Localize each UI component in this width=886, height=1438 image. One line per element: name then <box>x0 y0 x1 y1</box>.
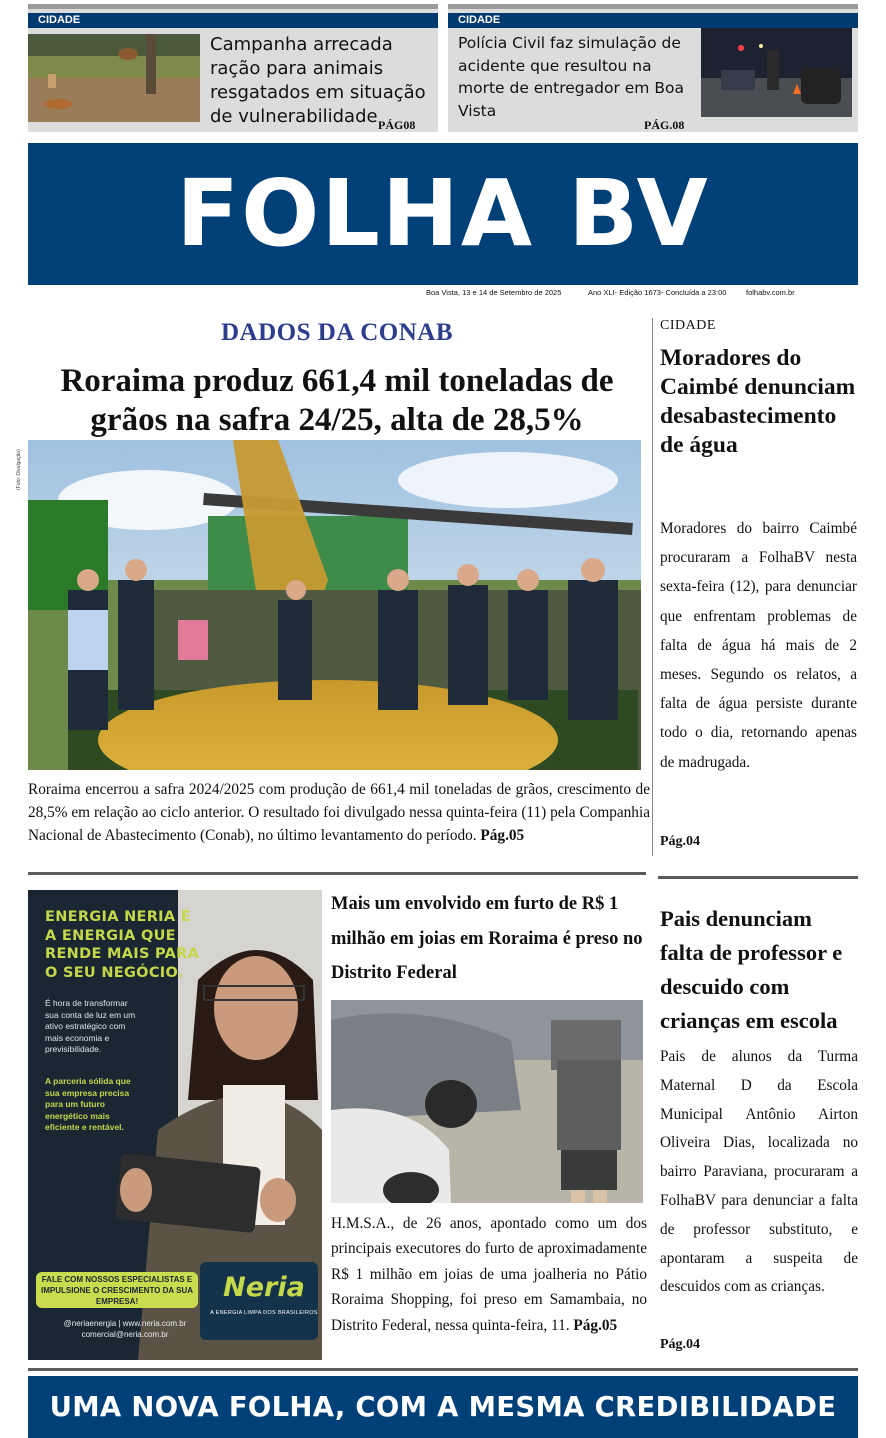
right-story-headline[interactable]: Moradores do Caimbé denunciam desabastecimento de água <box>660 345 856 458</box>
teaser-page-ref: PÁG08 <box>378 118 416 132</box>
main-body <box>28 778 650 848</box>
right-story-body: Moradores do bairro Caimbé procuraram a FolhaBV nesta sexta-feira (12), para denunciar que enfrentam problemas de falta de água há mais de 2 meses. Segundo os relatos, a falta de água persiste durante todo o dia, retornando apenas de madrugada. <box>660 520 857 771</box>
divider-main <box>28 872 646 875</box>
teaser-section-tag: CIDADE <box>28 13 438 28</box>
ad-contact[interactable]: @neriaenergia | www.neria.com.br comercial@neria.com.br <box>63 1319 187 1339</box>
middle-story-page-ref[interactable]: Pág.05 <box>573 1316 618 1334</box>
middle-story-headline[interactable]: Mais um envolvido em furto de R$ 1 milhão em joias em Roraima é preso no Distrito Federal <box>331 894 643 983</box>
ad-cta-button[interactable]: FALE COM NOSSOS ESPECIALISTAS E IMPULSIONE O CRESCIMENTO DA SUA EMPRESA! <box>36 1272 198 1308</box>
ad-title: ENERGIA NERIA É A ENERGIA QUE RENDE MAIS PARA O SEU NEGÓCIO. <box>45 909 200 981</box>
middle-story-body <box>331 1211 647 1338</box>
main-headline[interactable]: Roraima produz 661,4 mil toneladas de grãos na safra 24/25, alta de 28,5% <box>60 363 614 438</box>
right-story-2-body: Pais de alunos da Turma Maternal D da Escola Municipal Antônio Airton Oliveira Dias, localizada no bairro Paraviana, procuraram a FolhaBV para denunciar a falta de professor substituto, e apontaram a suspeita de descuidos com as crianças. <box>660 1048 858 1296</box>
edition-info: Ano XLI- Edição 1673- Concluída a 23:00 <box>588 288 727 297</box>
website-link[interactable]: folhabv.com.br <box>746 288 795 297</box>
main-body-text: Roraima encerrou a safra 2024/2025 com produção de 661,4 mil toneladas de grãos, crescimento de 28,5% em relação ao ciclo anterior. O resultado foi divulgado nessa quinta-feira (11) pela Companhia Nacional de Abastecimento (Conab), no último levantamento do período. <box>28 781 650 845</box>
right-story-section-tag: CIDADE <box>660 318 716 333</box>
neria-advertisement[interactable] <box>28 890 322 1360</box>
right-story-2-headline[interactable]: Pais denunciam falta de professor e descuido com crianças em escola <box>660 906 843 1033</box>
teaser-headline[interactable]: Campanha arrecada ração para animais resgatados em situação de vulnerabilidade <box>210 34 426 127</box>
ad-brand-logo: Neria <box>223 1272 305 1303</box>
ad-text-highlight: A parceria sólida que sua empresa precisa para um futuro energético mais eficiente e rentável. <box>45 1076 131 1133</box>
photo-credit: (Foto: Divulgação) <box>16 449 22 490</box>
newspaper-title: FOLHA BV <box>176 160 710 267</box>
middle-story-photo-cctv <box>331 1000 643 1203</box>
teaser-headline[interactable]: Polícia Civil faz simulação de acidente que resultou na morte de entregador em Boa Vista <box>458 34 684 120</box>
footer-banner <box>28 1376 858 1438</box>
divider-right <box>658 876 858 879</box>
dateline <box>28 288 858 298</box>
ad-text: É hora de transformar sua conta de luz em um ativo estratégico com mais economia e previsibilidade. <box>45 998 136 1055</box>
masthead <box>28 143 858 285</box>
teaser-section-tag: CIDADE <box>448 13 858 28</box>
teaser-animal-campaign[interactable] <box>28 4 438 132</box>
teaser-photo-animals <box>28 34 200 122</box>
middle-story-body-text: H.M.S.A., de 26 anos, apontado como um dos principais executores do furto de aproximadamente R$ 1 milhão em joias de uma joalheria no Pátio Roraima Shopping, foi preso em Samambaia, no Distrito Federal, nessa quinta-feira, 11. <box>331 1215 647 1334</box>
footer-slogan: UMA NOVA FOLHA, COM A MESMA CREDIBILIDADE <box>49 1391 837 1423</box>
divider-bottom <box>28 1368 858 1371</box>
main-page-ref[interactable]: Pág.05 <box>480 827 525 845</box>
right-story-page-ref[interactable]: Pág.04 <box>660 834 701 849</box>
edition-date: Boa Vista, 13 e 14 de Setembro de 2025 <box>426 288 562 297</box>
right-story-2-page-ref[interactable]: Pág.04 <box>660 1337 701 1352</box>
column-divider <box>652 318 653 856</box>
teaser-top-rule <box>448 4 858 9</box>
main-kicker: DADOS DA CONAB <box>220 319 454 346</box>
teaser-top-rule <box>28 4 438 9</box>
main-photo-grain-harvest <box>28 440 641 770</box>
ad-tagline: A ENERGIA LIMPA DOS BRASILEIROS <box>210 1310 318 1316</box>
teaser-police-simulation[interactable] <box>448 4 858 132</box>
teaser-page-ref: PÁG.08 <box>644 118 685 132</box>
teaser-photo-police <box>701 28 852 117</box>
